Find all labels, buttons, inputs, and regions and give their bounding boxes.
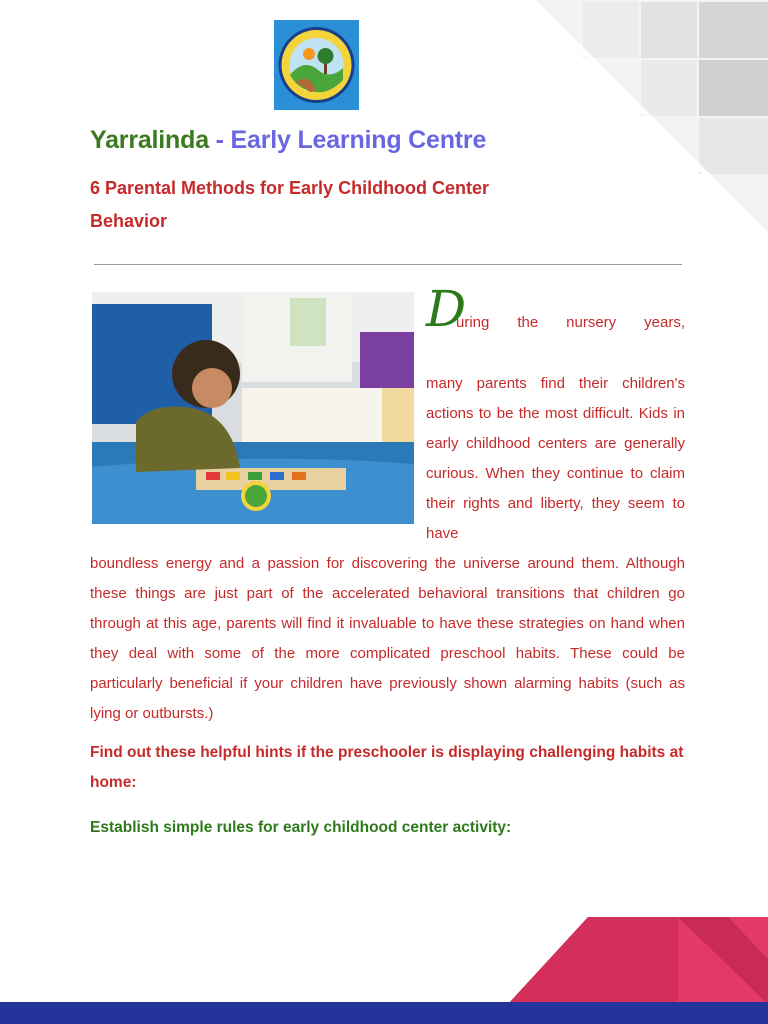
brand-name: Yarralinda — [90, 126, 209, 154]
child-playing-photo — [92, 292, 414, 524]
divider — [94, 264, 682, 265]
corner-decoration — [528, 0, 768, 240]
drop-cap: D — [426, 280, 467, 338]
hints-heading: Find out these helpful hints if the preschooler is displaying challenging habits at home: — [90, 744, 684, 791]
site-brand-title — [90, 126, 486, 155]
school-logo — [274, 20, 359, 110]
brand-separator: - — [215, 126, 224, 154]
intro-first-line: uring the nursery years, — [456, 314, 685, 331]
footer-bar — [0, 1002, 768, 1024]
brand-suffix: Early Learning Centre — [230, 126, 487, 154]
article-title: 6 Parental Methods for Early Childhood Center Behavior — [90, 178, 490, 231]
intro-wrapped-text: many parents find their children's actions to be the most difficult. Kids in early childhood centers are generally curious. When they continue to claim their rights and liberty, they seem to have — [426, 375, 685, 542]
intro-full-width-text: boundless energy and a passion for discovering the universe around them. Although these things are just part of the accelerated behavioral transitions that children go through at this age, parents will find it invaluable to have these strategies on hand when they deal with some of the more complicated preschool habits. These could be particularly beneficial if your children have previously shown alarming habits (such as lying or outbursts.) — [90, 555, 685, 722]
rules-heading: Establish simple rules for early childhood center activity: — [90, 819, 512, 836]
